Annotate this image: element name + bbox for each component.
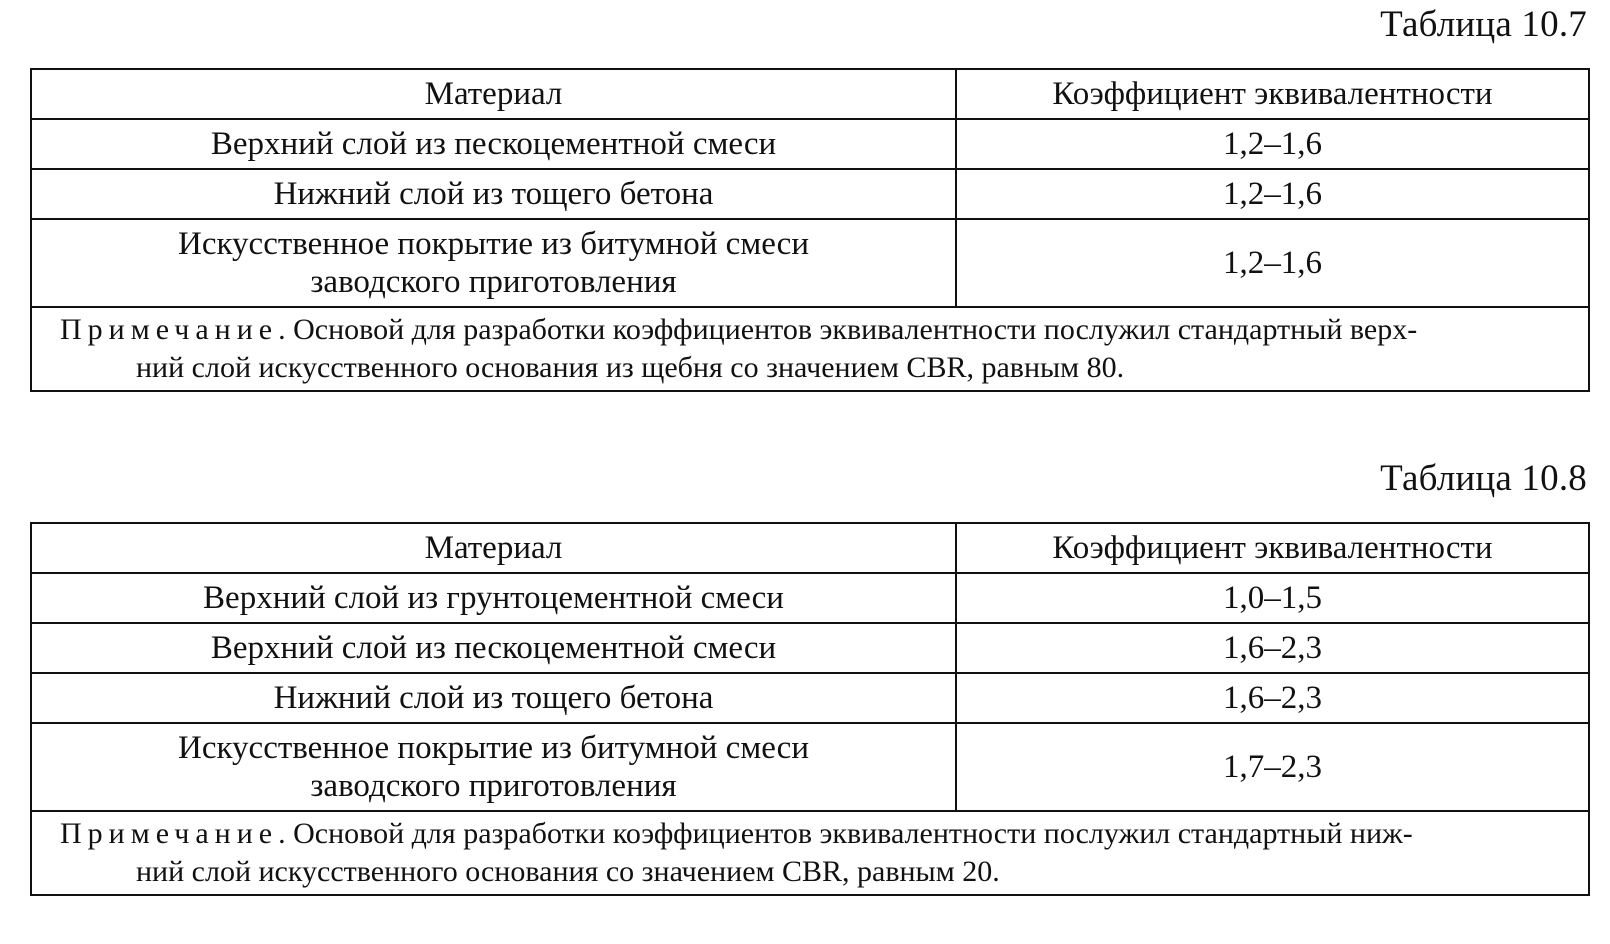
table-row <box>31 119 1589 169</box>
coefficient-cell: 1,7–2,3 <box>956 723 1589 811</box>
material-text: Нижний слой из тощего бетона <box>273 176 714 212</box>
material-text: Искусственное покрытие из битумной смеси <box>178 226 809 262</box>
coefficient-cell: 1,2–1,6 <box>956 169 1589 219</box>
header-coefficient: Коэффициент эквивалентности <box>956 523 1589 573</box>
coefficient-cell: 1,6–2,3 <box>956 623 1589 673</box>
table-row <box>31 723 1589 811</box>
material-text: Верхний слой из пескоцементной смеси <box>210 126 777 162</box>
header-material: Материал <box>31 69 956 119</box>
equivalence-table <box>30 522 1590 896</box>
equivalence-table <box>30 68 1590 392</box>
coefficient-cell: 1,2–1,6 <box>956 119 1589 169</box>
material-cell <box>31 119 956 169</box>
header-coefficient: Коэффициент эквивалентности <box>956 69 1589 119</box>
note-label: Примечание <box>60 817 279 850</box>
table-note <box>31 811 1589 895</box>
coefficient-cell: 1,0–1,5 <box>956 573 1589 623</box>
note-text: . Основой для разработки коэффициентов эквивалентности послужил стандартный верх- <box>278 313 1418 346</box>
table-note <box>31 307 1589 391</box>
material-cell <box>31 623 956 673</box>
table-row <box>31 673 1589 723</box>
material-text: заводского приготовления <box>310 264 677 300</box>
material-cell <box>31 219 956 307</box>
note-label: Примечание <box>60 313 279 346</box>
coefficient-cell: 1,6–2,3 <box>956 673 1589 723</box>
note-text-continued: ний слой искусственного основания со значением CBR, равным 20. <box>136 855 1000 888</box>
table-row <box>31 219 1589 307</box>
coefficient-cell: 1,2–1,6 <box>956 219 1589 307</box>
material-text: Верхний слой из пескоцементной смеси <box>210 630 777 666</box>
table-note-row <box>31 307 1589 391</box>
note-text-continued: ний слой искусственного основания из щебня со значением CBR, равным 80. <box>136 351 1125 384</box>
table-note-row <box>31 811 1589 895</box>
table-caption: Таблица 10.8 <box>1380 458 1587 499</box>
table-caption: Таблица 10.7 <box>1380 4 1587 45</box>
material-text: Верхний слой из грунтоцементной смеси <box>203 580 784 616</box>
table-header-row <box>31 523 1589 573</box>
header-material: Материал <box>31 523 956 573</box>
material-text: заводского приготовления <box>310 768 677 804</box>
material-text: Искусственное покрытие из битумной смеси <box>178 730 809 766</box>
material-cell <box>31 673 956 723</box>
table-row <box>31 623 1589 673</box>
material-text: Нижний слой из тощего бетона <box>273 680 714 716</box>
table-row <box>31 169 1589 219</box>
table-header-row <box>31 69 1589 119</box>
material-cell <box>31 573 956 623</box>
material-cell <box>31 169 956 219</box>
table-row <box>31 573 1589 623</box>
material-cell <box>31 723 956 811</box>
note-text: . Основой для разработки коэффициентов эквивалентности послужил стандартный ниж- <box>278 817 1413 850</box>
